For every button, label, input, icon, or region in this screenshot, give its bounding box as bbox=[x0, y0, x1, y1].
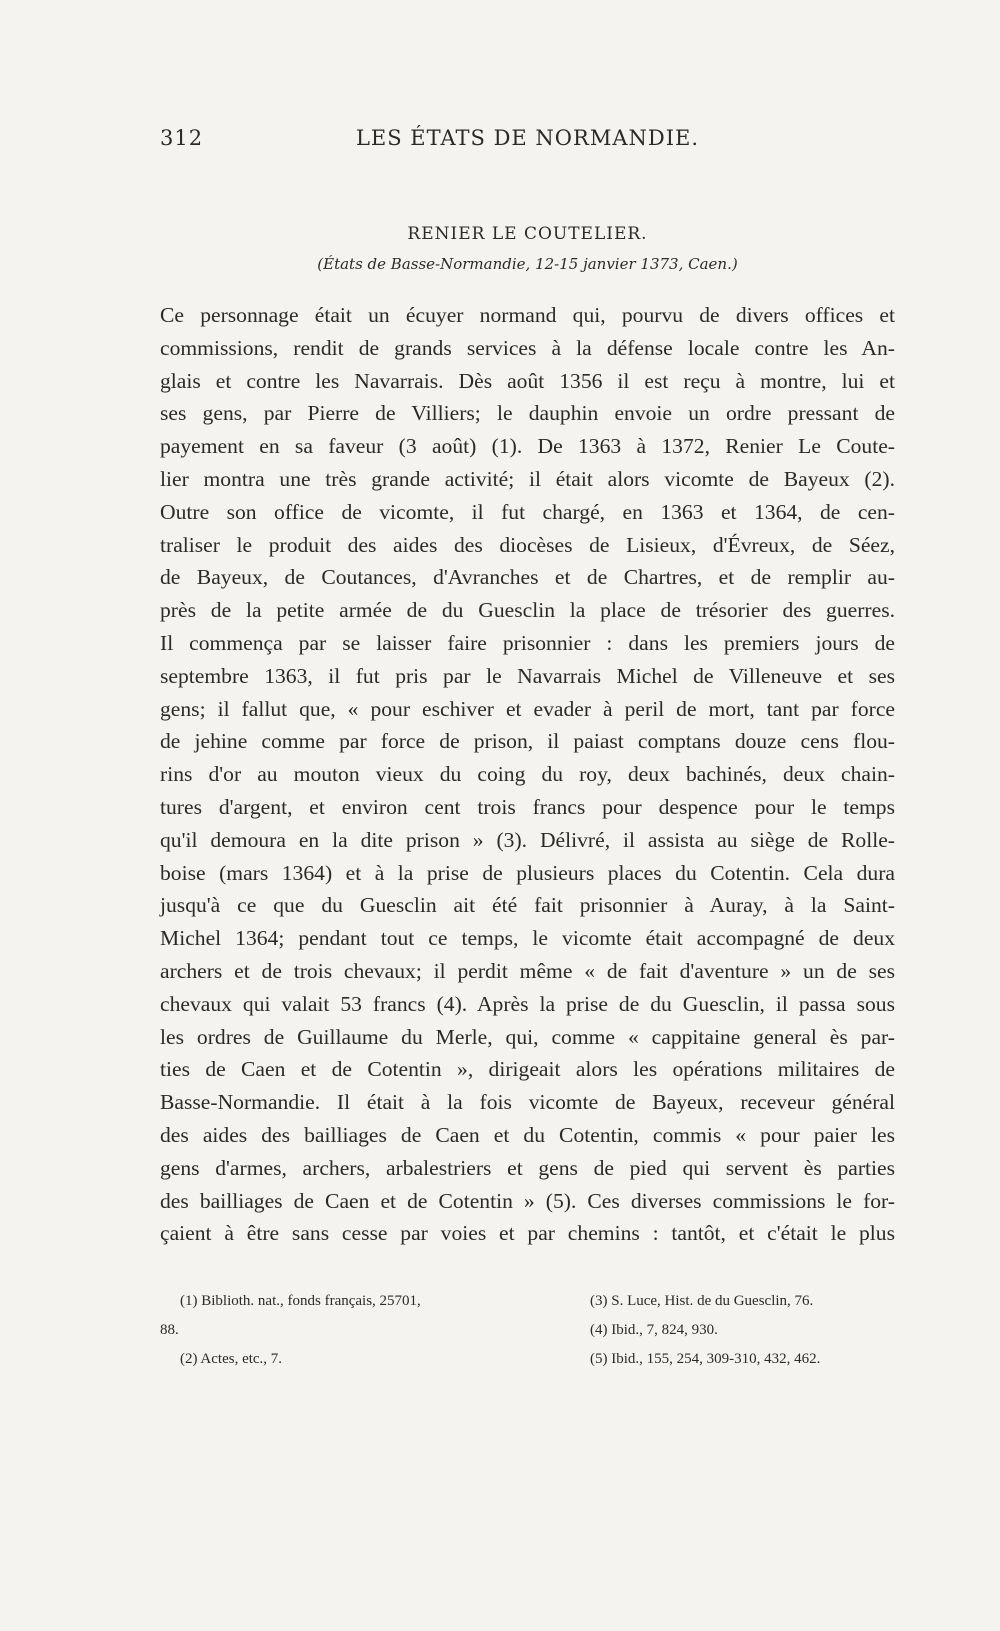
footnote: 88. bbox=[160, 1322, 179, 1338]
footnote: (3) S. Luce, Hist. de du Guesclin, 76. bbox=[590, 1293, 814, 1309]
body-line: près de la petite armée de du Guesclin la place de trésorier des guerres. bbox=[160, 598, 895, 623]
body-line: les ordres de Guillaume du Merle, qui, comme « cappitaine general ès par- bbox=[160, 1024, 895, 1049]
footnote: (5) Ibid., 155, 254, 309-310, 432, 462. bbox=[590, 1351, 821, 1367]
body-line: des aides des bailliages de Caen et du Cotentin, commis « pour paier les bbox=[160, 1122, 895, 1147]
body-line: gens; il fallut que, « pour eschiver et evader à peril de mort, tant par force bbox=[160, 696, 895, 721]
page-header bbox=[160, 126, 895, 160]
body-line: Il commença par se laisser faire prisonnier : dans les premiers jours de bbox=[160, 630, 895, 655]
section-title: RENIER LE COUTELIER. bbox=[407, 224, 648, 244]
footnote: (2) Actes, etc., 7. bbox=[180, 1351, 283, 1367]
body-line: gens d'armes, archers, arbalestriers et gens de pied qui servent ès parties bbox=[160, 1155, 895, 1180]
body-line: ses gens, par Pierre de Villiers; le dauphin envoie un ordre pressant de bbox=[160, 401, 895, 426]
body-line: de Bayeux, de Coutances, d'Avranches et de Chartres, et de remplir au- bbox=[160, 565, 895, 590]
body-line: jusqu'à ce que du Guesclin ait été fait prisonnier à Auray, à la Saint- bbox=[160, 893, 895, 918]
page-number: 312 bbox=[160, 126, 204, 150]
body-line: boise (mars 1364) et à la prise de plusieurs places du Cotentin. Cela dura bbox=[160, 860, 895, 885]
body-text bbox=[160, 299, 895, 1250]
body-line: Outre son office de vicomte, il fut chargé, en 1363 et 1364, de cen- bbox=[160, 499, 895, 524]
body-line: tures d'argent, et environ cent trois francs pour despence pour le temps bbox=[160, 794, 895, 819]
body-line: ties de Caen et de Cotentin », dirigeait alors les opérations militaires de bbox=[160, 1057, 895, 1082]
body-line: Michel 1364; pendant tout ce temps, le vicomte était accompagné de deux bbox=[160, 926, 895, 951]
section-subtitle: (États de Basse-Normandie, 12-15 janvier 1373, Caen.) bbox=[317, 255, 738, 273]
body-line: septembre 1363, il fut pris par le Navarrais Michel de Villeneuve et ses bbox=[160, 663, 895, 688]
body-line: des bailliages de Caen et de Cotentin » (5). Ces diverses commissions le for- bbox=[160, 1188, 895, 1213]
footnote: (4) Ibid., 7, 824, 930. bbox=[590, 1322, 718, 1338]
body-line: qu'il demoura en la dite prison » (3). Délivré, il assista au siège de Rolle- bbox=[160, 827, 895, 852]
body-line: de jehine comme par force de prison, il paiast comptans douze cens flou- bbox=[160, 729, 895, 754]
footnotes-left-column bbox=[160, 1287, 530, 1374]
body-line: traliser le produit des aides des diocèses de Lisieux, d'Évreux, de Séez, bbox=[160, 532, 895, 557]
body-line: Ce personnage était un écuyer normand qui, pourvu de divers offices et bbox=[160, 303, 895, 327]
footnotes-right-column bbox=[570, 1287, 910, 1374]
running-title: LES ÉTATS DE NORMANDIE. bbox=[355, 126, 700, 150]
body-line: lier montra une très grande activité; il était alors vicomte de Bayeux (2). bbox=[160, 466, 895, 491]
body-line: rins d'or au mouton vieux du coing du roy, deux bachinés, deux chain- bbox=[160, 762, 895, 787]
body-line: payement en sa faveur (3 août) (1). De 1363 à 1372, Renier Le Coute- bbox=[160, 434, 895, 459]
footnote: (1) Biblioth. nat., fonds français, 25701, bbox=[180, 1293, 421, 1309]
body-line: Basse-Normandie. Il était à la fois vicomte de Bayeux, receveur général bbox=[160, 1090, 895, 1115]
body-line: chevaux qui valait 53 francs (4). Après la prise de du Guesclin, il passa sous bbox=[160, 991, 895, 1016]
body-line: çaient à être sans cesse par voies et par chemins : tantôt, et c'était le plus bbox=[160, 1221, 895, 1246]
body-line: glais et contre les Navarrais. Dès août 1356 il est reçu à montre, lui et bbox=[160, 368, 895, 393]
body-line: archers et de trois chevaux; il perdit même « de fait d'aventure » un de ses bbox=[160, 958, 895, 983]
body-line: commissions, rendit de grands services à la défense locale contre les An- bbox=[160, 335, 895, 360]
